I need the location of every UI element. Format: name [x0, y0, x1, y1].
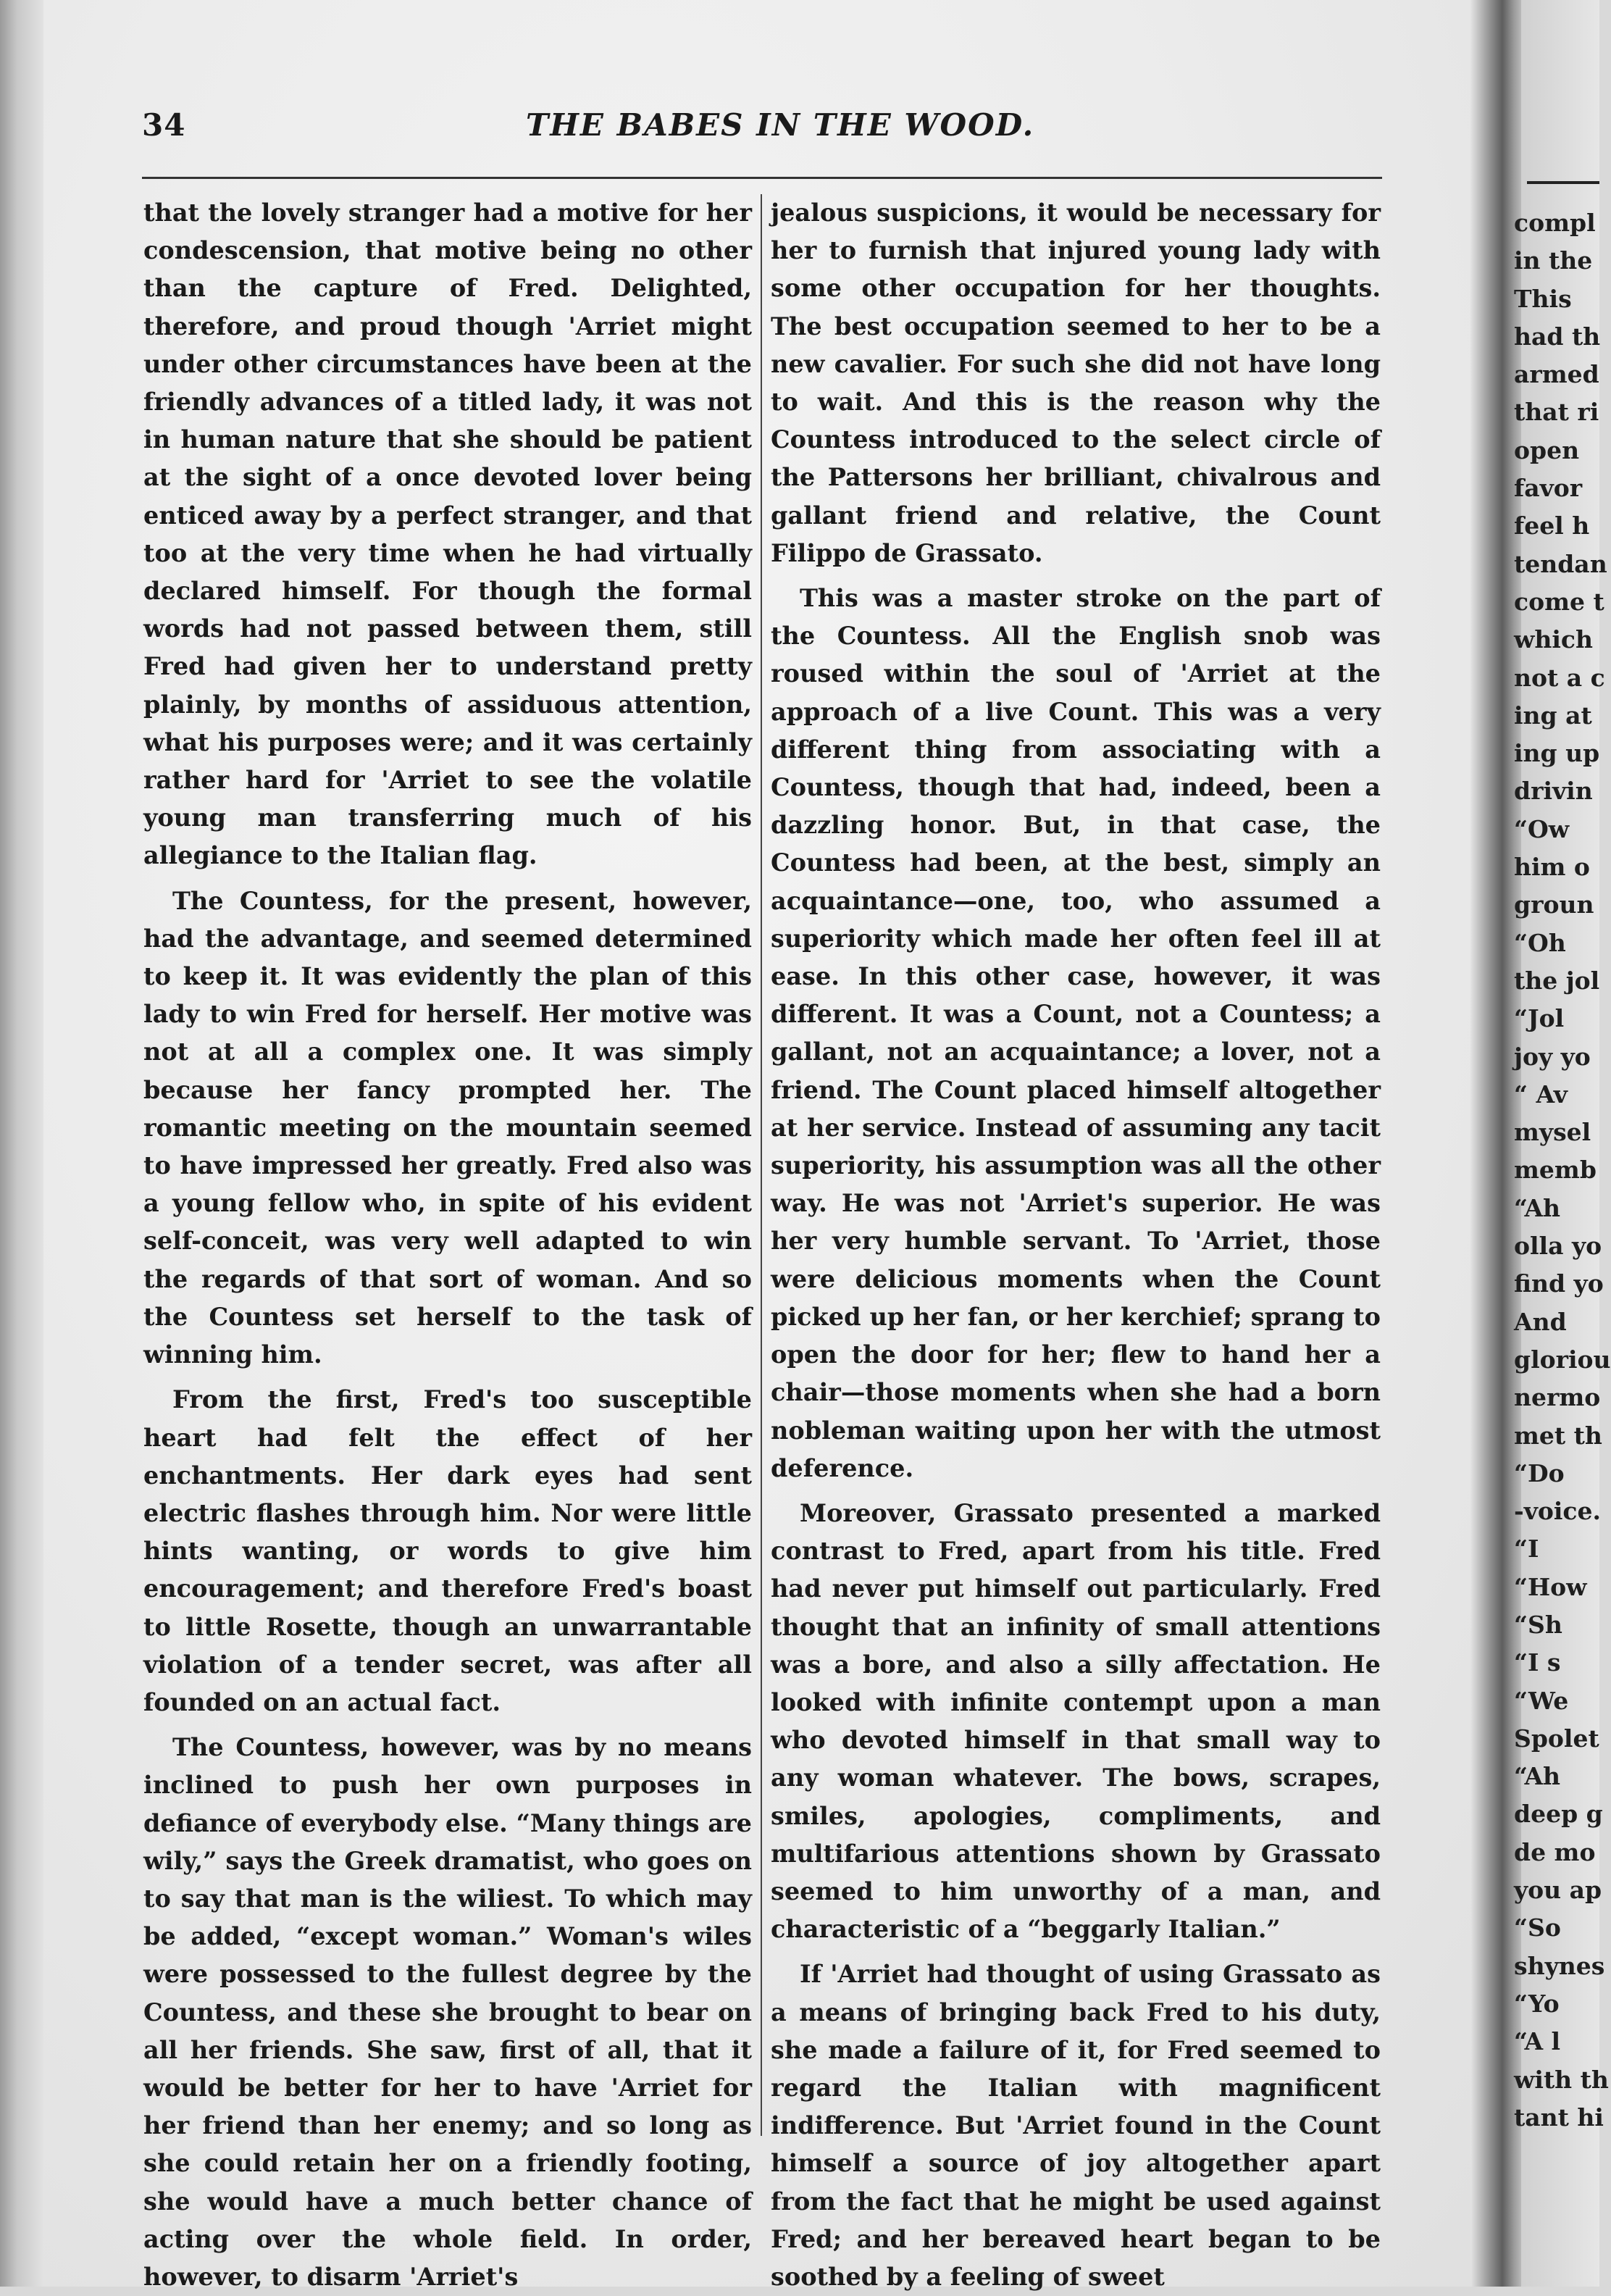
facing-page-line: “Yo [1514, 1989, 1560, 2018]
facing-page-line: with th [1514, 2065, 1609, 2094]
facing-page-line: “Ah [1514, 1193, 1561, 1222]
column-divider [761, 194, 762, 2136]
facing-page-line: the jol [1514, 966, 1600, 995]
facing-page-line: “We [1514, 1686, 1569, 1715]
paragraph: The Countess, however, was by no means inclined to push her own purposes in defiance of everybody else. “Many things are wily,” says the Greek dramatist, who goes on to say that man is the wiliest. To which may be added, “except woman.” Woman's wiles were possessed to the fullest degree by the Countess, and these she brought to bear on all her friends. She saw, first of all, that it would be better for her to have 'Arriet for her friend than her enemy; and so long as she could retain her on a friendly footing, she would have a much better chance of acting over the whole field. In order, however, to disarm 'Arriet's [143, 1733, 752, 2291]
paragraph: The Countess, for the present, however, had the advantage, and seemed determined to keep it. It was evidently the plan of this lady to win Fred for herself. Her motive was not at all a complex one. It was simply because her fancy prompted her. The romantic meeting on the mountain seemed to have impressed her greatly. Fred also was a young fellow who, in spite of his evident self-conceit, was very well adapted to win the regards of that sort of woman. And so the Countess set herself to the task of winning him. [143, 886, 752, 1369]
header-rule [142, 177, 1382, 179]
facing-page-line: shynes [1514, 1951, 1605, 1980]
facing-page-line: find yo [1514, 1269, 1604, 1298]
left-column [143, 194, 752, 2296]
facing-page-line: de mo [1514, 1837, 1596, 1866]
facing-page-line: This [1514, 284, 1572, 313]
facing-page-text [1514, 204, 1611, 2137]
facing-page-line: “I s [1514, 1648, 1561, 1677]
facing-page-line: joy yo [1514, 1042, 1591, 1071]
facing-page-line: had th [1514, 322, 1601, 351]
paragraph: If 'Arriet had thought of using Grassato as a means of bringing back Fred to his duty, she made a failure of it, for Fred seemed to regard the Italian with magnificent indifference. But 'Arriet found in the Count himself a source of joy altogether apart from the fact that he might be used against Fred; and her bereaved heart began to be soothed by a feeling of sweet [771, 1960, 1381, 2291]
facing-page-line: met th [1514, 1421, 1602, 1450]
facing-page-line: “A l [1514, 2027, 1561, 2056]
facing-page-line: tant hi [1514, 2103, 1604, 2132]
facing-page-line: feel h [1514, 512, 1590, 540]
facing-page-line: “Jol [1514, 1004, 1565, 1033]
facing-page-line: ing up [1514, 739, 1600, 768]
facing-page-line: And [1514, 1307, 1567, 1336]
running-title: THE BABES IN THE WOOD. [526, 107, 1035, 143]
facing-page-line: “So [1514, 1913, 1561, 1942]
facing-page-line: groun [1514, 890, 1594, 919]
facing-page-line: that ri [1514, 398, 1599, 427]
paragraph: From the first, Fred's too susceptible heart had felt the effect of her enchantments. Her dark eyes had sent electric flashes through him. Nor were little hints wanting, or words to give him encouragement; and therefore Fred's boast to little Rosette, though an unwarrantable violation of a tender secret, was after all founded on an actual fact. [143, 1385, 752, 1716]
facing-page-line: him o [1514, 853, 1590, 882]
facing-page-line: armed [1514, 360, 1599, 389]
facing-page-line: ing at [1514, 701, 1592, 730]
paragraph: jealous suspicions, it would be necessary for her to furnish that injured young lady with some other occupation for her thoughts. The best occupation seemed to her to be a new cavalier. For such she did not have long to wait. And this is the reason why the Countess introduced to the select circle of the Pattersons her brilliant, chivalrous and gallant friend and relative, the Count Filippo de Grassato. [771, 199, 1381, 567]
paragraph: that the lovely stranger had a motive for her condescension, that motive being no other than the capture of Fred. Delighted, therefore, and proud though 'Arriet might under other circumstances have been at the friendly advances of a titled lady, it was not in human nature that she should be patient at the sight of a once devoted lover being enticed away by a perfect stranger, and that too at the very time when he had virtually declared himself. For though the formal words had not passed between them, still Fred had given her to understand pretty plainly, by months of assiduous attention, what his purposes were; and it was certainly rather hard for 'Arriet to see the volatile young man transferring much of his allegiance to the Italian flag. [143, 199, 752, 870]
page-header [142, 107, 1388, 159]
facing-page-line: you ap [1514, 1876, 1602, 1905]
facing-page-line: not a c [1514, 663, 1605, 692]
facing-page-line: -voice. [1514, 1497, 1601, 1526]
facing-page-line: in the [1514, 246, 1593, 275]
facing-page-line: memb [1514, 1156, 1597, 1185]
facing-page-line: “I [1514, 1535, 1539, 1564]
facing-page-line: deep g [1514, 1800, 1603, 1829]
facing-page-line: olla yo [1514, 1232, 1602, 1261]
facing-page-line: “Do [1514, 1458, 1565, 1487]
facing-page-line: “How [1514, 1572, 1587, 1601]
facing-page-line: nermo [1514, 1383, 1601, 1412]
facing-page-line: “ Av [1514, 1080, 1568, 1109]
page-left-edge [0, 0, 43, 2287]
facing-page-rule [1527, 181, 1599, 184]
facing-page-line: mysel [1514, 1118, 1591, 1147]
facing-page-line: “Ah [1514, 1762, 1561, 1791]
facing-page-line: favor [1514, 474, 1583, 503]
facing-page-line: tendan [1514, 549, 1607, 578]
facing-page-line: open [1514, 435, 1580, 464]
facing-page-line: “Oh [1514, 928, 1566, 957]
facing-page-line: drivin [1514, 777, 1593, 806]
facing-page-line: “Ow [1514, 814, 1570, 843]
facing-page-line: gloriou [1514, 1345, 1611, 1374]
right-column [771, 194, 1381, 2296]
facing-page-line: compl [1514, 209, 1596, 237]
paragraph: This was a master stroke on the part of the Countess. All the English snob was roused within the soul of 'Arriet at the approach of a live Count. This was a very different thing from associating with a Countess, though that had, indeed, been a dazzling honor. But, in that case, the Countess had been, at the best, simply an acquaintance—one, too, who assumed a superiority which made her often feel ill at ease. In this other case, however, it was different. It was a Count, not a Countess; a gallant, not an acquaintance; a lover, not a friend. The Count placed himself altogether at her service. Instead of assuming any tacit superiority, his assumption was all the other way. He was not 'Arriet's superior. He was her very humble servant. To 'Arriet, those were delicious moments when the Count picked up her fan, or her kerchief; sprang to open the door for her; flew to hand her a chair—those moments when she had a born nobleman waiting upon her with the utmost deference. [771, 584, 1381, 1482]
facing-page-line: Spolet [1514, 1724, 1599, 1753]
facing-page-line: come t [1514, 587, 1604, 616]
page-number: 34 [142, 107, 186, 143]
facing-page-line: “Sh [1514, 1610, 1562, 1639]
paragraph: Moreover, Grassato presented a marked contrast to Fred, apart from his title. Fred had never put himself out particularly. Fred thought that an infinity of small attentions was a bore, and also a silly affectation. He looked with infinite contempt upon a man who devoted himself in that small way to any woman whatever. The bows, scrapes, smiles, apologies, compliments, and multifarious attentions shown by Grassato seemed to him unworthy of a man, and characteristic of a “beggarly Italian.” [771, 1498, 1381, 1944]
facing-page-line: which [1514, 625, 1594, 654]
